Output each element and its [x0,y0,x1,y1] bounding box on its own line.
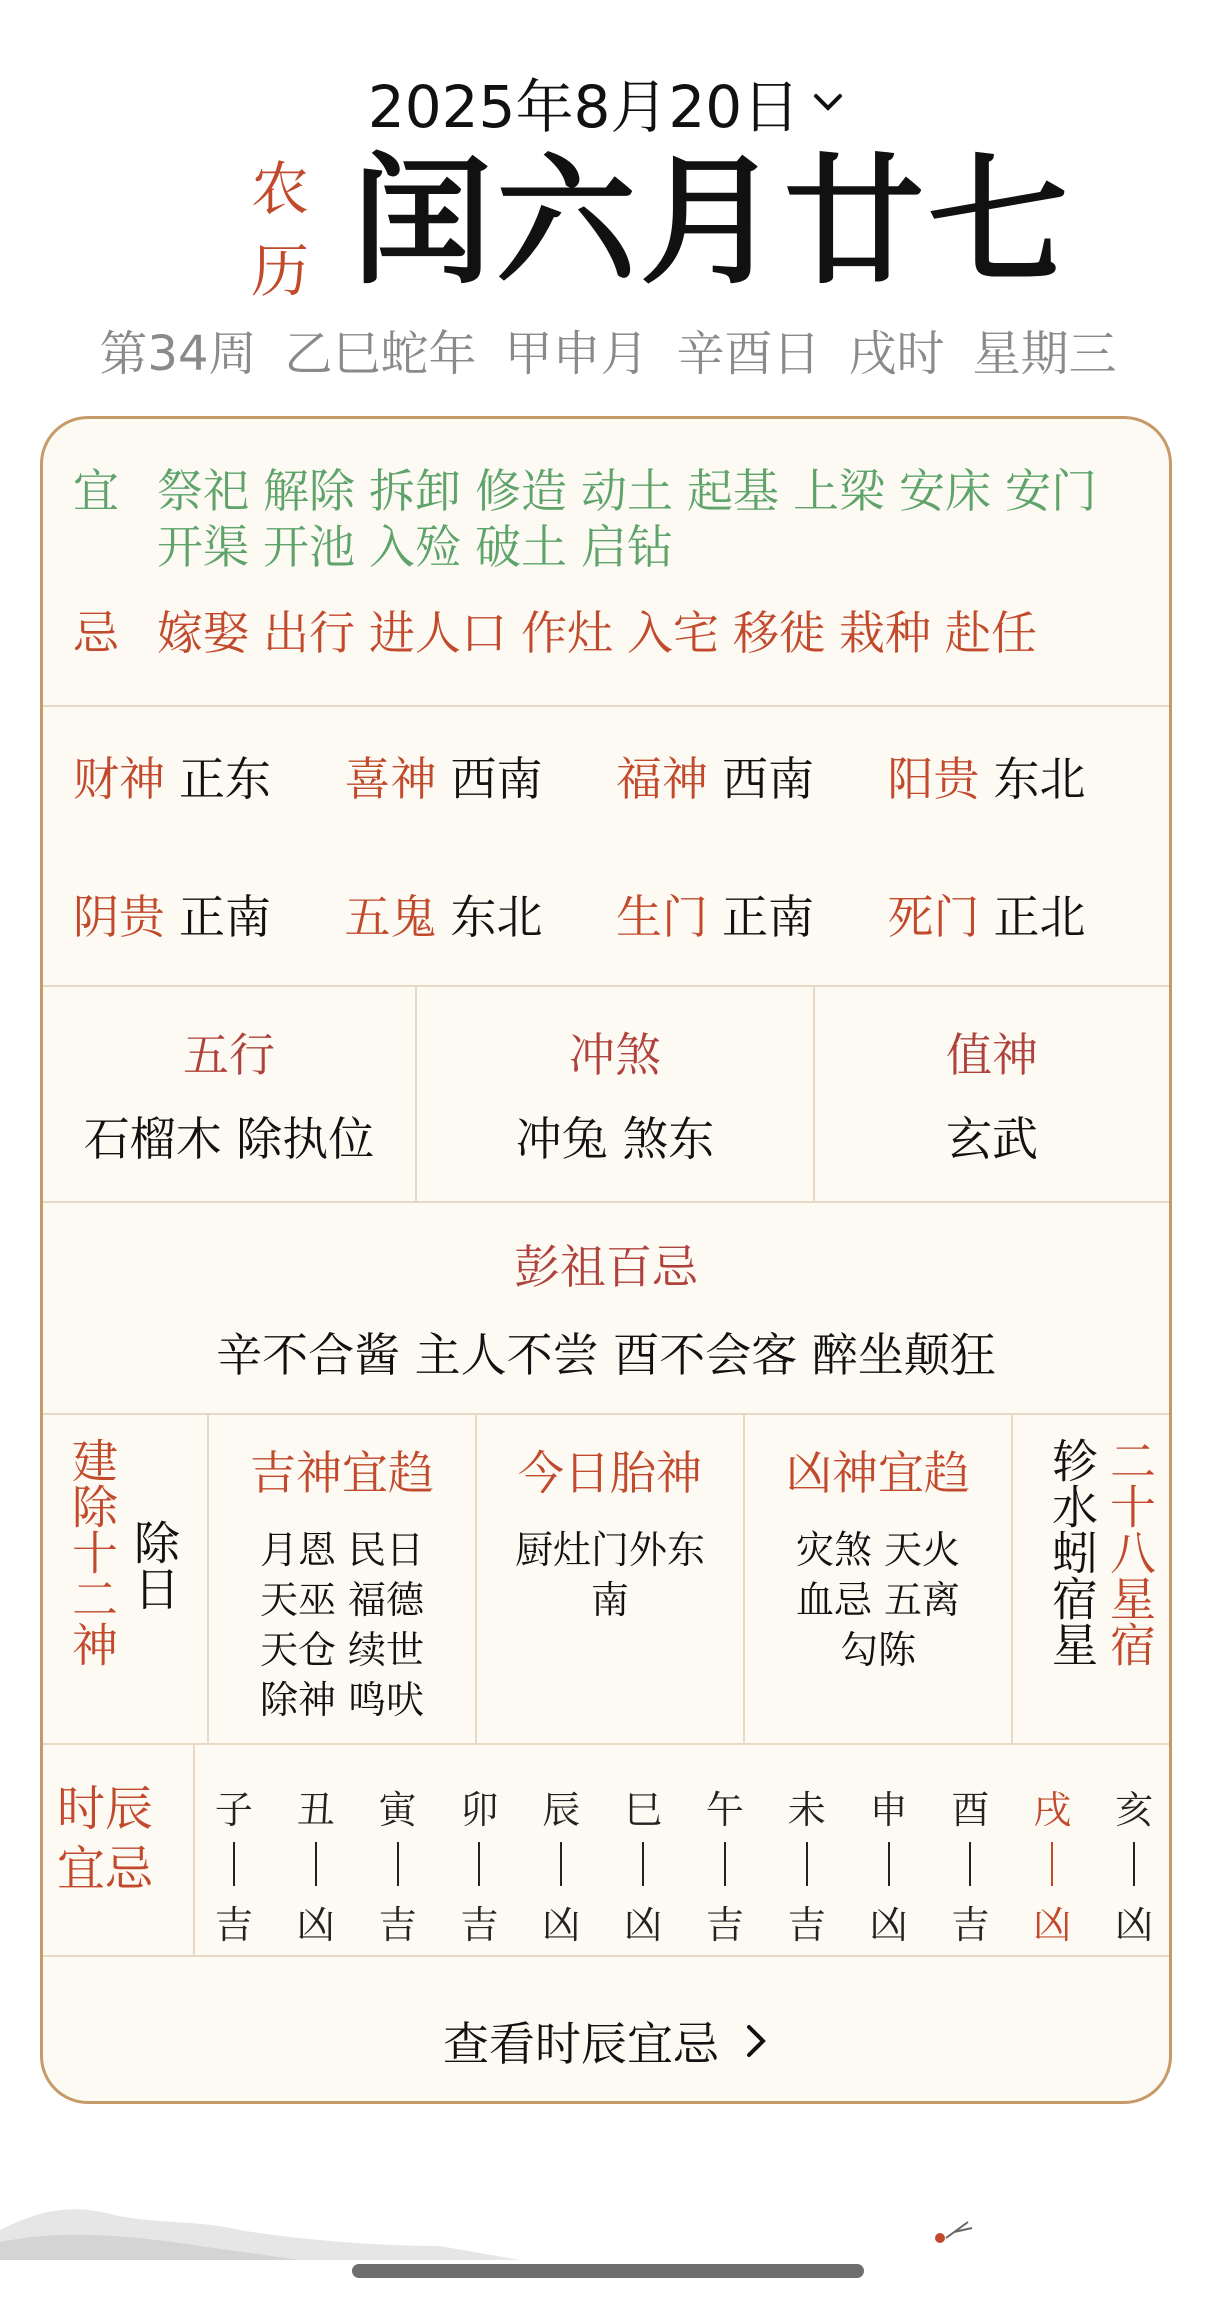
lunar-tag-1: 农 [250,155,309,223]
hour-divider [560,1842,562,1886]
god-direction: 正东 [179,752,271,806]
god-direction-item [345,707,617,845]
date-picker[interactable] [0,60,1216,144]
god-direction: 正南 [179,890,271,944]
lunar-tag-2: 历 [250,237,309,305]
ji-label: 忌 [73,606,119,660]
hour-luck: 凶 [869,1903,908,1947]
view-hours-button[interactable] [43,1981,1169,2101]
lunar-date: 闰六月廿七 [352,141,1073,304]
hour-item [1104,1779,1164,1949]
ji-item: 进人口 [369,606,507,660]
god-direction-item [73,845,345,983]
hour-branch: 亥 [1115,1788,1154,1832]
jianchu-title: 建除十二神 [65,1437,119,1667]
hour-branch: 丑 [296,1788,335,1832]
hour-item [204,1779,264,1949]
hour-branch: 午 [705,1788,744,1832]
ganzhi-month: 甲申月 [504,326,649,382]
jishen-lines [209,1525,475,1725]
god-direction: 西南 [722,752,814,806]
yi-item: 上梁 [793,464,885,518]
lunar-tag [250,148,310,312]
bird-decoration [928,2210,988,2250]
xiu-value: 轸水蚓宿星 [1045,1437,1099,1667]
yi-label: 宜 [73,464,119,518]
god-direction-item [888,845,1160,983]
view-hours-label: 查看时辰宜忌 [443,2017,719,2071]
god-name: 财神 [73,752,165,806]
pengzu-title: 彭祖百忌 [514,1240,698,1294]
hour-luck: 吉 [460,1903,499,1947]
jishen-line: 天仓 续世 [259,1628,425,1672]
hour-luck: 凶 [624,1903,663,1947]
hour-divider [478,1842,480,1886]
pengzu-section [43,1203,1169,1415]
yi-item: 动土 [581,464,673,518]
xiongshen-cell [745,1415,1013,1743]
yi-row [43,463,1169,575]
ji-item: 作灶 [521,606,613,660]
god-direction: 西南 [450,752,543,806]
hour-branch: 申 [869,1788,908,1832]
hour-branch: 戌 [1033,1788,1072,1832]
chongsha-text: 冲兔 煞东 [515,1112,715,1166]
taishen-lines [477,1525,743,1625]
jishen-line: 天巫 福德 [259,1578,425,1622]
current-hour: 戌时 [848,326,945,382]
xiongshen-line: 血忌 五离 [795,1578,961,1622]
hour-item [368,1779,428,1949]
hour-item [940,1779,1000,1949]
hour-branch: 子 [214,1788,253,1832]
god-name: 生门 [616,890,708,944]
god-name: 阳贵 [887,752,980,806]
yi-item: 解除 [263,464,355,518]
hour-divider [724,1842,726,1886]
god-name: 福神 [616,752,708,806]
lunar-header [0,141,1216,305]
chevron-down-icon [808,82,848,122]
jianchu-value: 除日 [127,1519,181,1611]
hour-item [449,1779,509,1949]
hour-luck: 吉 [951,1903,990,1947]
hour-luck: 凶 [296,1903,335,1947]
hour-divider [1051,1842,1053,1886]
hour-item [859,1779,919,1949]
xiongshen-line: 灾煞 天火 [795,1528,961,1572]
xiongshen-line: 勾陈 [839,1628,916,1672]
taishen-line: 南 [590,1578,629,1622]
yi-item: 开渠 [157,520,249,574]
hour-luck: 凶 [542,1903,581,1947]
yi-item: 起基 [687,464,779,518]
chongsha-title: 冲煞 [569,1028,661,1082]
hour-luck: 凶 [1115,1903,1154,1947]
hour-branch: 巳 [624,1788,663,1832]
hours-section [43,1745,1169,1957]
god-direction: 正南 [722,890,814,944]
yiji-section [43,419,1169,707]
gods-direction-section [43,707,1169,987]
god-name: 死门 [887,890,980,944]
zhishen-text: 玄武 [946,1112,1038,1166]
god-direction: 东北 [450,890,543,944]
yi-item: 修造 [475,464,567,518]
yi-item: 破土 [475,520,567,574]
xiongshen-title: 凶神宜趋 [786,1446,970,1500]
hour-item [695,1779,755,1949]
yi-item: 安床 [899,464,991,518]
solar-date: 2025年8月20日 [367,73,801,141]
hour-divider [888,1842,890,1886]
hour-divider [969,1842,971,1886]
god-direction-item [888,707,1160,845]
zhishen-cell [815,987,1169,1201]
jishen-title: 吉神宜趋 [250,1446,434,1500]
god-name: 五鬼 [344,890,437,944]
yi-item: 祭祀 [157,464,249,518]
taishen-line: 厨灶门外东 [514,1528,705,1572]
taishen-cell [477,1415,745,1743]
ji-item: 嫁娶 [157,606,249,660]
ji-item: 移徙 [733,606,825,660]
hours-label: 时辰宜忌 [57,1781,154,1897]
yi-item: 安门 [1005,464,1097,518]
yi-item: 开池 [263,520,355,574]
jishen-line: 月恩 民日 [259,1528,425,1572]
hour-branch: 酉 [951,1788,990,1832]
week-number: 第34周 [99,326,257,382]
almanac-card [40,416,1172,2104]
chongsha-cell [417,987,815,1201]
mountain-decoration [0,2150,520,2260]
hour-divider [806,1842,808,1886]
hour-divider [397,1842,399,1886]
hour-item [777,1779,837,1949]
jishen-line: 除神 鸣吠 [259,1678,425,1722]
hour-item [1022,1779,1082,1949]
hour-luck: 凶 [1033,1903,1072,1947]
wuxing-title: 五行 [183,1028,275,1082]
jishen-cell [209,1415,477,1743]
ji-list [157,605,1169,661]
god-direction-item [73,707,345,845]
ji-item: 入宅 [627,606,719,660]
god-direction-item [345,845,617,983]
ji-row [43,605,1169,661]
yi-item: 启钻 [581,520,673,574]
ganzhi-day: 辛酉日 [676,326,821,382]
taishen-title: 今日胎神 [518,1446,702,1500]
hour-luck: 吉 [705,1903,744,1947]
yi-list [157,463,1169,575]
weekday: 星期三 [972,326,1117,382]
zhishen-title: 值神 [946,1028,1038,1082]
hour-divider [315,1842,317,1886]
pengzu-text: 辛不合酱 主人不尝 酉不会客 醉坐颠狂 [216,1328,996,1382]
god-name: 阴贵 [73,890,165,944]
xiu-cell [1013,1415,1172,1743]
hour-divider [233,1842,235,1886]
hour-luck: 吉 [378,1903,417,1947]
ji-item: 出行 [263,606,355,660]
hour-luck: 吉 [787,1903,826,1947]
wuxing-text: 石榴木 除执位 [83,1112,375,1166]
five-section [43,1415,1169,1745]
ji-item: 栽种 [839,606,931,660]
date-info-line [0,315,1216,384]
ji-item: 赴任 [945,606,1037,660]
hour-branch: 辰 [542,1788,581,1832]
god-direction: 东北 [993,752,1086,806]
god-direction-item [616,707,888,845]
hour-item [613,1779,673,1949]
xiu-title: 二十八星宿 [1103,1437,1157,1667]
ganzhi-year: 乙巳蛇年 [284,326,477,382]
gods-grid [43,707,1169,983]
god-direction: 正北 [993,890,1086,944]
hour-item [286,1779,346,1949]
god-name: 喜神 [344,752,437,806]
xiongshen-lines [745,1525,1011,1675]
home-indicator[interactable] [352,2264,864,2278]
hour-divider [642,1842,644,1886]
hour-branch: 未 [787,1788,826,1832]
yi-item: 拆卸 [369,464,461,518]
hour-branch: 寅 [378,1788,417,1832]
triple-section [43,987,1169,1203]
hour-branch: 卯 [460,1788,499,1832]
hour-luck: 吉 [214,1903,253,1947]
god-direction-item [616,845,888,983]
hour-item [531,1779,591,1949]
wuxing-cell [43,987,417,1201]
hour-divider [1133,1842,1135,1886]
jianchu-cell [43,1415,209,1743]
yi-item: 入殓 [369,520,461,574]
chevron-right-icon [745,2021,769,2061]
